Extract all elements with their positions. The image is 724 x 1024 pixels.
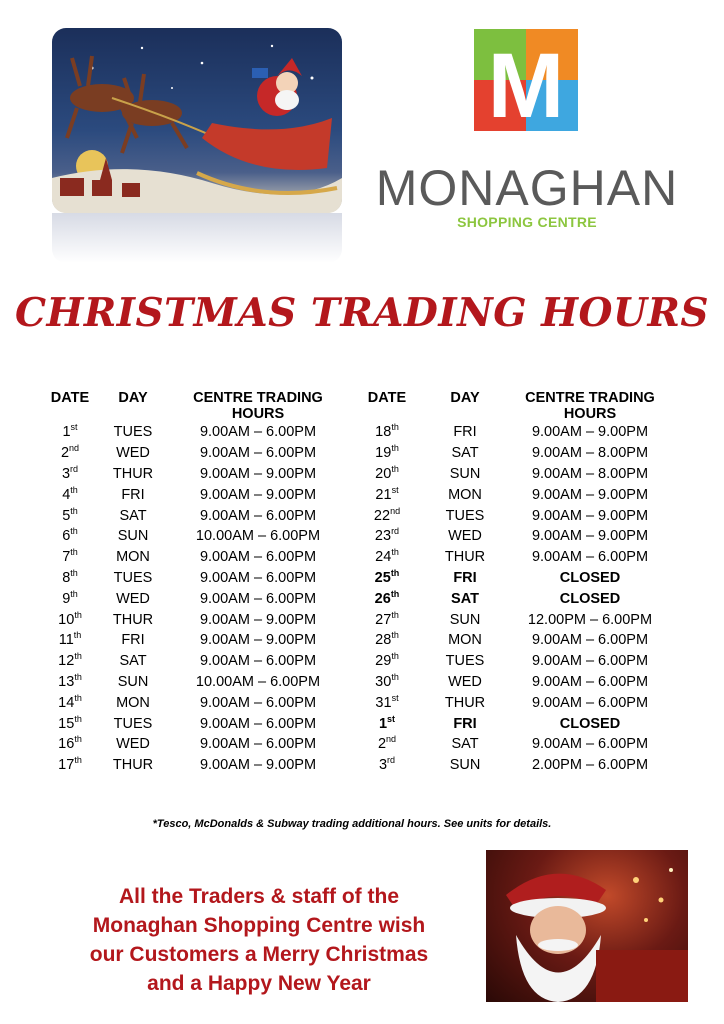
header-hours: CENTRE TRADING HOURS bbox=[193, 390, 323, 422]
day-cell: TUES bbox=[113, 424, 153, 441]
date-cell: 4th bbox=[62, 484, 78, 503]
hours-cell: CLOSED bbox=[559, 590, 621, 607]
table-row bbox=[44, 547, 678, 568]
date-cell: 10th bbox=[58, 609, 82, 628]
date-cell: 5th bbox=[62, 505, 78, 524]
hours-cell: 9.00AM – 6.00PM bbox=[199, 715, 317, 732]
day-cell: SAT bbox=[451, 590, 479, 607]
day-cell: SUN bbox=[449, 757, 481, 774]
hours-cell: 9.00AM – 9.00PM bbox=[199, 632, 317, 649]
greeting-line: our Customers a Merry Christmas bbox=[89, 943, 429, 966]
brand-subtitle: SHOPPING CENTRE bbox=[457, 214, 597, 230]
header-day: DAY bbox=[118, 390, 148, 406]
date-cell: 25th bbox=[374, 568, 400, 586]
date-cell: 2nd bbox=[377, 734, 397, 753]
hours-cell: 9.00AM – 9.00PM bbox=[531, 424, 649, 441]
date-cell: 14th bbox=[58, 692, 82, 711]
greeting-line: Monaghan Shopping Centre wish bbox=[92, 914, 426, 937]
table-row bbox=[44, 484, 678, 505]
day-cell: WED bbox=[116, 590, 150, 607]
table-row bbox=[44, 588, 678, 609]
hours-cell: 9.00AM – 9.00PM bbox=[199, 486, 317, 503]
date-cell: 2nd bbox=[60, 443, 80, 462]
day-cell: SAT bbox=[119, 653, 147, 670]
hours-cell: 9.00AM – 6.00PM bbox=[531, 632, 649, 649]
date-cell: 13th bbox=[58, 672, 82, 690]
hours-cell: 12.00PM – 6.00PM bbox=[527, 611, 653, 628]
date-cell: 21st bbox=[375, 484, 399, 503]
date-cell: 16th bbox=[58, 734, 82, 753]
hours-cell: 9.00AM – 8.00PM bbox=[531, 465, 649, 482]
date-cell: 27th bbox=[375, 609, 399, 628]
day-cell: MON bbox=[448, 486, 482, 503]
day-cell: SAT bbox=[119, 507, 147, 524]
day-cell: THUR bbox=[444, 694, 486, 711]
hours-cell: 9.00AM – 6.00PM bbox=[531, 736, 649, 753]
table-row bbox=[44, 443, 678, 464]
table-row bbox=[44, 651, 678, 672]
hours-cell: CLOSED bbox=[559, 569, 621, 586]
footnote: *Tesco, McDonalds & Subway trading additional hours. See units for details. bbox=[152, 818, 552, 830]
greeting-line: All the Traders & staff of the bbox=[118, 885, 400, 908]
table-row bbox=[44, 692, 678, 713]
hours-cell: 9.00AM – 6.00PM bbox=[199, 694, 317, 711]
date-cell: 1st bbox=[62, 422, 78, 441]
hours-cell: 9.00AM – 6.00PM bbox=[199, 445, 317, 462]
day-cell: TUES bbox=[113, 569, 153, 586]
greeting-message bbox=[64, 882, 454, 998]
date-cell: 15th bbox=[58, 713, 82, 732]
date-cell: 23rd bbox=[374, 526, 400, 545]
santa-sleigh-image bbox=[52, 28, 342, 213]
date-cell: 29th bbox=[375, 651, 399, 670]
hours-cell: 9.00AM – 6.00PM bbox=[199, 653, 317, 670]
day-cell: TUES bbox=[445, 653, 485, 670]
hours-cell: 9.00AM – 6.00PM bbox=[199, 590, 317, 607]
monaghan-logo-icon bbox=[474, 29, 578, 131]
day-cell: FRI bbox=[453, 569, 477, 586]
day-cell: SUN bbox=[449, 611, 481, 628]
day-cell: TUES bbox=[445, 507, 485, 524]
date-cell: 19th bbox=[375, 443, 399, 462]
day-cell: SAT bbox=[451, 445, 479, 462]
table-row bbox=[44, 713, 678, 734]
hours-cell: 9.00AM – 6.00PM bbox=[199, 736, 317, 753]
date-cell: 8th bbox=[62, 568, 78, 586]
hours-cell: 9.00AM – 9.00PM bbox=[199, 465, 317, 482]
image-reflection bbox=[52, 213, 342, 263]
date-cell: 9th bbox=[62, 588, 78, 607]
date-cell: 11th bbox=[58, 630, 82, 649]
header-date: DATE bbox=[50, 390, 90, 406]
hours-cell: 9.00AM – 9.00PM bbox=[531, 486, 649, 503]
date-cell: 7th bbox=[62, 547, 78, 566]
table-row bbox=[44, 568, 678, 589]
date-cell: 24th bbox=[375, 547, 399, 566]
day-cell: THUR bbox=[112, 757, 154, 774]
day-cell: MON bbox=[116, 694, 150, 711]
hours-cell: 9.00AM – 6.00PM bbox=[199, 424, 317, 441]
hours-cell: 9.00AM – 9.00PM bbox=[199, 757, 317, 774]
date-cell: 3rd bbox=[378, 755, 396, 774]
brand-name: MONAGHAN bbox=[375, 160, 679, 216]
trading-hours-table bbox=[44, 390, 678, 776]
day-cell: SAT bbox=[451, 736, 479, 753]
day-cell: THUR bbox=[444, 549, 486, 566]
day-cell: FRI bbox=[121, 632, 145, 649]
day-cell: FRI bbox=[453, 715, 477, 732]
day-cell: FRI bbox=[453, 424, 477, 441]
date-cell: 28th bbox=[375, 630, 399, 649]
hours-cell: 9.00AM – 6.00PM bbox=[199, 549, 317, 566]
table-header-row bbox=[44, 390, 678, 422]
day-cell: WED bbox=[448, 673, 482, 690]
hours-cell: 10.00AM – 6.00PM bbox=[195, 528, 321, 545]
date-cell: 30th bbox=[375, 672, 399, 690]
hours-cell: 9.00AM – 6.00PM bbox=[531, 549, 649, 566]
header-hours: CENTRE TRADING HOURS bbox=[525, 390, 655, 422]
date-cell: 22nd bbox=[373, 505, 401, 524]
date-cell: 26th bbox=[374, 588, 400, 607]
day-cell: SUN bbox=[117, 673, 149, 690]
table-row bbox=[44, 630, 678, 651]
day-cell: TUES bbox=[113, 715, 153, 732]
date-cell: 31st bbox=[375, 692, 399, 711]
hours-cell: 9.00AM – 6.00PM bbox=[199, 569, 317, 586]
hours-cell: 9.00AM – 8.00PM bbox=[531, 445, 649, 462]
table-row bbox=[44, 422, 678, 443]
hours-cell: 10.00AM – 6.00PM bbox=[195, 673, 321, 690]
table-row bbox=[44, 734, 678, 755]
day-cell: SUN bbox=[449, 465, 481, 482]
hours-cell: 9.00AM – 6.00PM bbox=[531, 694, 649, 711]
header-date: DATE bbox=[367, 390, 407, 406]
date-cell: 1st bbox=[378, 713, 396, 732]
table-row bbox=[44, 672, 678, 693]
table-row bbox=[44, 505, 678, 526]
day-cell: FRI bbox=[121, 486, 145, 503]
date-cell: 18th bbox=[375, 422, 399, 441]
hours-cell: CLOSED bbox=[559, 715, 621, 732]
date-cell: 12th bbox=[58, 651, 82, 670]
hours-cell: 2.00PM – 6.00PM bbox=[531, 757, 649, 774]
header-day: DAY bbox=[450, 390, 480, 406]
hours-cell: 9.00AM – 6.00PM bbox=[531, 673, 649, 690]
table-row bbox=[44, 755, 678, 776]
date-cell: 20th bbox=[375, 464, 399, 482]
table-row bbox=[44, 526, 678, 547]
day-cell: WED bbox=[116, 445, 150, 462]
hours-cell: 9.00AM – 6.00PM bbox=[531, 653, 649, 670]
table-row bbox=[44, 609, 678, 630]
day-cell: THUR bbox=[112, 465, 154, 482]
date-cell: 6th bbox=[62, 526, 78, 545]
day-cell: THUR bbox=[112, 611, 154, 628]
table-row bbox=[44, 464, 678, 485]
date-cell: 17th bbox=[58, 755, 82, 774]
day-cell: MON bbox=[448, 632, 482, 649]
page-title: CHRISTMAS TRADING HOURS bbox=[14, 290, 710, 336]
hours-cell: 9.00AM – 9.00PM bbox=[531, 528, 649, 545]
greeting-line: and a Happy New Year bbox=[147, 972, 371, 995]
day-cell: WED bbox=[448, 528, 482, 545]
hours-cell: 9.00AM – 6.00PM bbox=[199, 507, 317, 524]
logo-letter: M bbox=[487, 35, 565, 131]
date-cell: 3rd bbox=[61, 464, 79, 482]
day-cell: MON bbox=[116, 549, 150, 566]
day-cell: WED bbox=[116, 736, 150, 753]
santa-portrait-image bbox=[486, 850, 688, 1002]
hours-cell: 9.00AM – 9.00PM bbox=[199, 611, 317, 628]
day-cell: SUN bbox=[117, 528, 149, 545]
hours-cell: 9.00AM – 9.00PM bbox=[531, 507, 649, 524]
